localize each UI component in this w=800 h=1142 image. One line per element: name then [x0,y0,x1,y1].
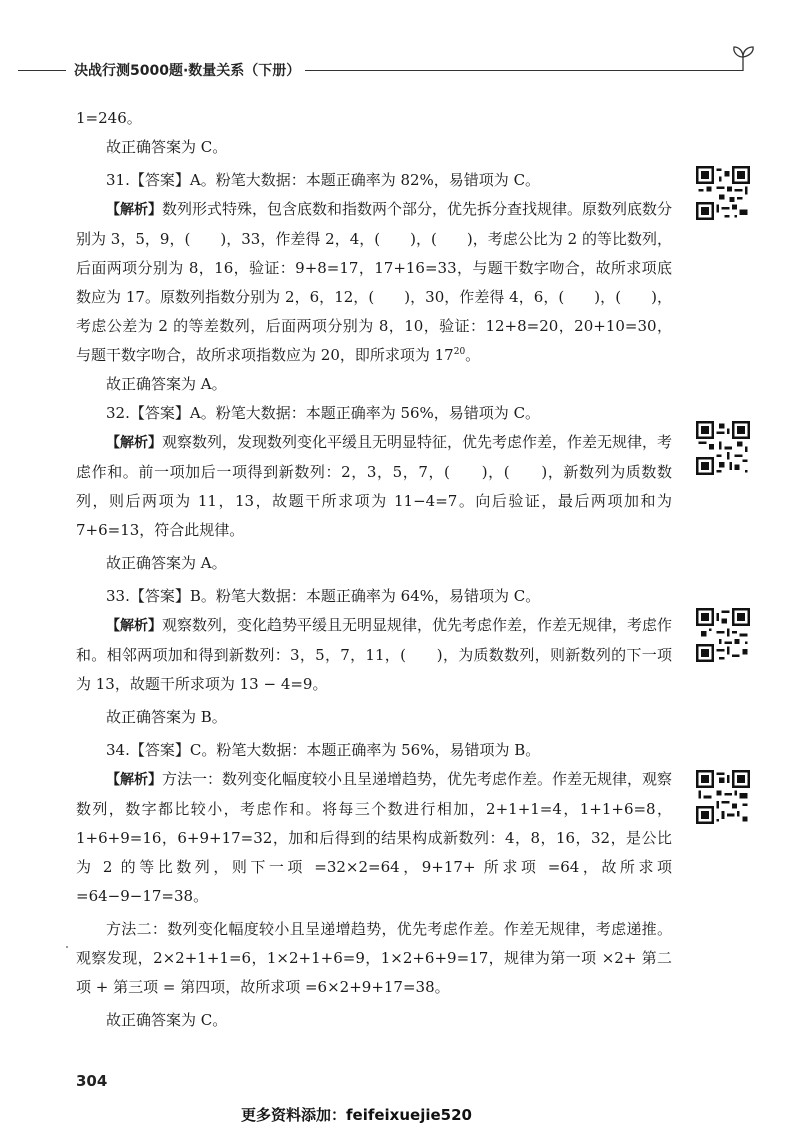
method-two: 方法二：数列变化幅度较小且呈递增趋势，优先考虑作差。作差无规律，考虑递推。观察发现，2×2+1+1=6，1×2+1+6=9，1×2+6+9=17，规律为第一项 ×2+ 第二项 + 第三项 = 第四项，故所求项 =6×2+9+17=38。 [76,920,672,996]
analysis-text: 观察数列，变化趋势平缓且无明显规律，优先考虑作差，作差无规律，考虑作和。相邻两项加和得到新数列：3，5，7，11，( )，为质数数列，则新数列的下一项为 13，故题干所求项为 13 − 4=9。 [76,616,673,693]
exponent: 20 [453,347,466,357]
qr-code-icon[interactable] [696,166,750,220]
analysis-text: 数列形式特殊，包含底数和指数两个部分，优先拆分查找规律。原数列底数分别为 3，5，9，( )，33，作差得 2，4，( )，( )，考虑公比为 2 的等比数列，后面两项分别为 8，16，验证：9+8=17，17+16=33，与题干数字吻合，故所求项底数应为 17。原数列指数分别为 2，6，12，( )，30，作差得 4，6，( )，( )，考虑公差为 2 的等差数列，后面两项分别为 8，10，验证：12+8=20，20+10=30，与题干数字吻合，故所求项指数应为 20，即所求项为 17 [76,200,673,364]
footer-note: 更多资料添加：feifeixuejie520 [241,1106,472,1124]
conclusion-32: 故正确答案为 A。 [106,554,227,572]
analysis-tag: 【解析】 [106,202,162,218]
answer-31: 31.【答案】A。粉笔大数据：本题正确率为 82%，易错项为 C。 [106,171,541,189]
page-number: 304 [76,1072,108,1090]
analysis-33 [76,611,672,699]
page-body [76,104,672,1035]
answer-33: 33.【答案】B。粉笔大数据：本题正确率为 64%，易错项为 C。 [106,587,541,605]
answer-34: 34.【答案】C。粉笔大数据：本题正确率为 56%，易错项为 B。 [106,741,541,759]
answer-32: 32.【答案】A。粉笔大数据：本题正确率为 56%，易错项为 C。 [106,404,541,422]
running-header [0,55,800,85]
header-rule-right [305,70,743,71]
header-title: 决战行测5000题·数量关系（下册） [74,63,301,79]
conclusion-34: 故正确答案为 C。 [106,1011,228,1029]
analysis-end: 。 [465,346,481,364]
qr-code-icon[interactable] [696,608,750,662]
sprout-icon [728,43,758,73]
conclusion-31: 故正确答案为 A。 [106,375,227,393]
paragraph: 故正确答案为 C。 [106,138,228,156]
analysis-tag: 【解析】 [106,772,162,788]
scan-speck [66,946,68,948]
header-rule-left [18,70,66,71]
conclusion-33: 故正确答案为 B。 [106,708,227,726]
method-one: 方法一：数列变化幅度较小且呈递增趋势，优先考虑作差。作差无规律，观察数列，数字都比较小，考虑作和。将每三个数进行相加，2+1+1=4，1+1+6=8，1+6+9=16，6+9+17=32，加和后得到的结果构成新数列：4，8，16，32，是公比为 2 的等比数列，则下一项 =32×2=64，9+17+ 所求项 =64，故所求项 =64−9−17=38。 [76,770,673,905]
analysis-34 [76,765,672,911]
paragraph: 1=246。 [76,109,142,127]
analysis-text: 观察数列，发现数列变化平缓且无明显特征，优先考虑作差，作差无规律，考虑作和。前一项加后一项得到新数列：2，3，5，7，( )，( )，新数列为质数数列，则后两项为 11，13，故题干所求项为 11−4=7。向后验证，最后两项加和为 7+6=13，符合此规律。 [76,433,673,539]
qr-code-icon[interactable] [696,770,750,824]
qr-code-icon[interactable] [696,421,750,475]
analysis-tag: 【解析】 [106,435,162,451]
analysis-32 [76,428,672,545]
analysis-31 [76,195,672,370]
analysis-tag: 【解析】 [106,618,162,634]
